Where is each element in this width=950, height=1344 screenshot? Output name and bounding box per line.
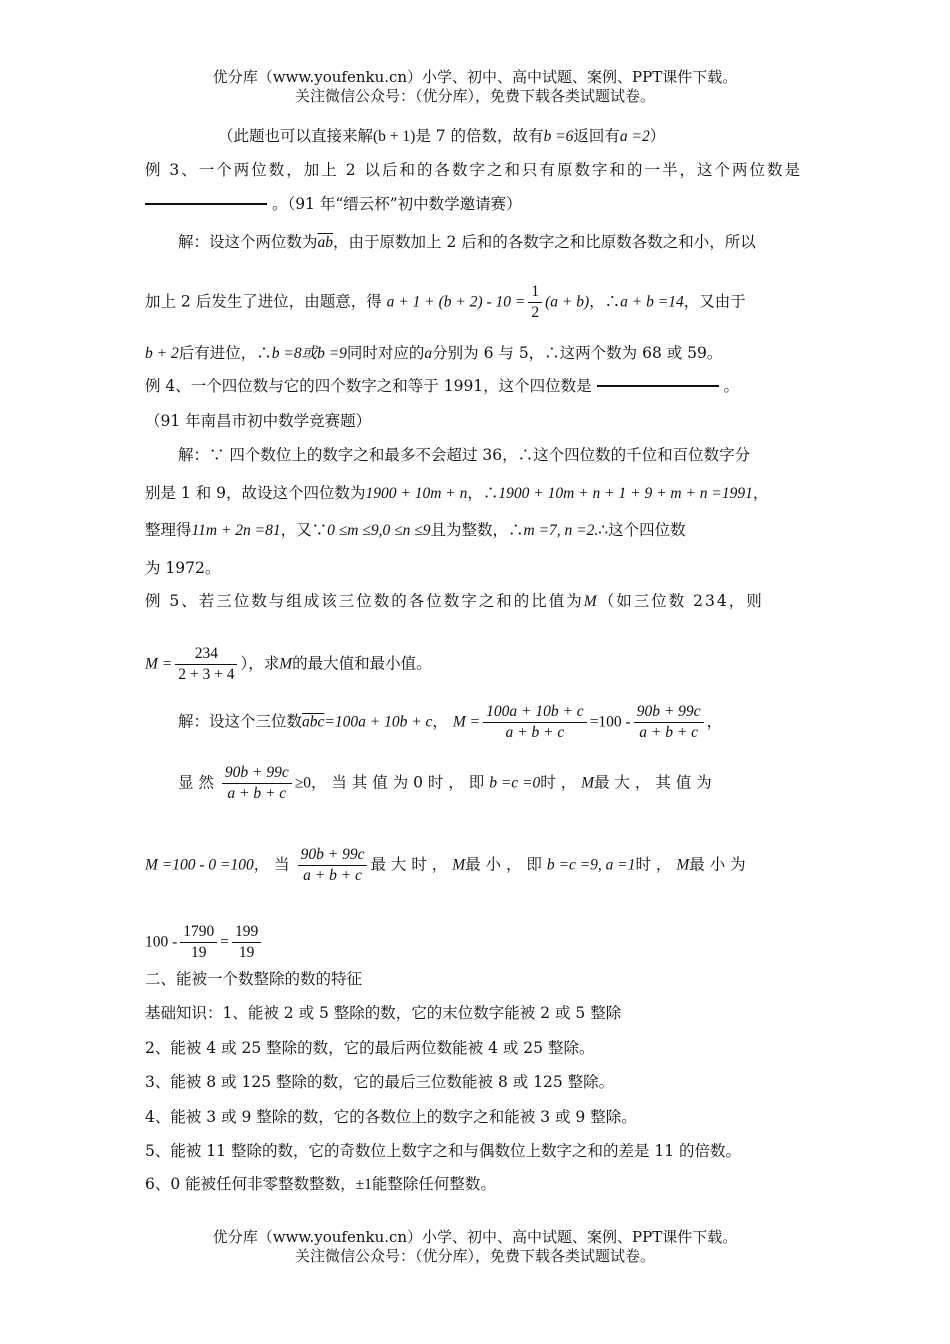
ex3-question-line-2: 。（91 年“缙云杯”初中数学邀请赛） (145, 193, 522, 215)
ex4-question-line-2: （91 年南昌市初中数学竞赛题） (145, 412, 372, 430)
ex5-solution-line-3: M =100 - 0 =100， 当 $\frac{90b + 99c}{a + b + c}$ 最 大 时 ， M最 小 ， 即 b =c =9, a =1时 ， M最 小 为 (145, 846, 746, 884)
ex4-solution-line-3: 整理得11m + 2n =81，又∵0 ≤m ≤9,0 ≤n ≤9且为整数，∴m =7, n =2.∴这个四位数 (145, 521, 686, 539)
ex4-solution-line-2: 别是 1 和 9，故设这个四位数为1900 + 10m + n，∴1900 + 10m + n + 1 + 9 + m + n =1991， (145, 484, 769, 502)
ex3-solution-line-3: b + 2后有进位，∴b =8或b =9同时对应的a分别为 6 与 5，∴这两个数为 68 或 59。 (145, 344, 723, 362)
section-2-line-1: 基础知识：1、能被 2 或 5 整除的数，它的末位数字能被 2 或 5 整除 (145, 1004, 622, 1022)
ex5-solution-line-1: 解：设这个三位数$\overline{abc}=100a + 10b + c$， M = $\frac{100a + 10b + c}{a + b + c}$ =100 - $\frac{90b + 99c}{a + b + c}$ ， (178, 703, 723, 741)
section-2-title: 二、能被一个数整除的数的特征 (145, 970, 363, 988)
fraction-199-19: $\frac{199}{19}$ (232, 922, 261, 963)
fraction-one-half: $\frac{1}{2}$ (528, 282, 542, 323)
ex4-answer-blank (597, 385, 719, 387)
ex5-solution-line-2: 显 然 $\frac{90b + 99c}{a + b + c}$ ≥0， 当 其 值 为 0 时 ， 即 b =c =0时 ， M最 大 ， 其 值 为 (178, 764, 712, 802)
fraction-90b-99c: $\frac{90b + 99c}{a + b + c}$ (634, 702, 704, 743)
fraction-90b-99c: $\frac{90b + 99c}{a + b + c}$ (298, 845, 368, 886)
section-2-line-4: 4、能被 3 或 9 整除的数，它的各数位上的数字之和能被 3 或 9 整除。 (145, 1108, 637, 1126)
ex5-question-line-2: M = $\frac{234}{2 + 3 + 4}$ ），求M的最大值和最小值。 (145, 645, 432, 683)
footer-line-2: 关注微信公众号：（优分库），免费下载各类试题试卷。 (294, 1247, 655, 1265)
ex5-solution-line-4: 100 - $\frac{1790}{19}$ = $\frac{199}{19}$ (145, 922, 264, 963)
section-2-line-2: 2、能被 4 或 25 整除的数，它的最后两位数能被 4 或 25 整除。 (145, 1039, 595, 1057)
ex3-solution-line-2: 加上 2 后发生了进位，由题意，得 a + 1 + (b + 2) - 10 = $\frac{1}{2}$ (a + b)，∴a + b =14，又由于 (145, 283, 746, 321)
fraction-1790-19: $\frac{1790}{19}$ (180, 922, 217, 963)
fraction-m-expanded: $\frac{100a + 10b + c}{a + b + c}$ (483, 702, 587, 743)
ex4-solution-line-1: 解：∵ 四个数位上的数字之和最多不会超过 36，∴这个四位数的千位和百位数字分 (178, 446, 751, 464)
fraction-234: $\frac{234}{2 + 3 + 4}$ (175, 644, 237, 685)
ex5-question-line-1: 例 5、若三位数与组成该三位数的各位数字之和的比值为M（如三位数 234，则 (145, 592, 764, 610)
footer-line-1: 优分库（www.youfenku.cn）小学、初中、高中试题、案例、PPT课件下载。 (212, 1228, 738, 1246)
header-line-1: 优分库（www.youfenku.cn）小学、初中、高中试题、案例、PPT课件下载。 (212, 68, 738, 86)
fraction-90b-99c: $\frac{90b + 99c}{a + b + c}$ (222, 763, 292, 804)
ex3-solution-line-1: 解：设这个两位数为$\overline{ab}$，由于原数加上 2 后和的各数字之和比原数各数之和小，所以 (178, 233, 756, 251)
ex4-question-line-1: 例 4、一个四位数与它的四个数字之和等于 1991，这个四位数是 。 (145, 377, 740, 395)
section-2-line-3: 3、能被 8 或 125 整除的数，它的最后三位数能被 8 或 125 整除。 (145, 1073, 615, 1091)
section-2-line-6: 6、0 能被任何非零整数整数，±1能整除任何整数。 (145, 1175, 496, 1193)
section-2-line-5: 5、能被 11 整除的数，它的奇数位上数字之和与偶数位上数字之和的差是 11 的倍数。 (145, 1142, 742, 1160)
ex3-answer-blank (145, 203, 267, 205)
header-line-2: 关注微信公众号：（优分库），免费下载各类试题试卷。 (294, 87, 655, 105)
note-line: （此题也可以直接来解(b + 1)是 7 的倍数，故有b =6返回有a =2） (218, 127, 666, 145)
ex4-solution-line-4: 为 1972。 (145, 559, 221, 577)
ex3-question-line-1: 例 3、一个两位数，加上 2 以后和的各数字之和只有原数字和的一半，这个两位数是 (145, 161, 803, 179)
